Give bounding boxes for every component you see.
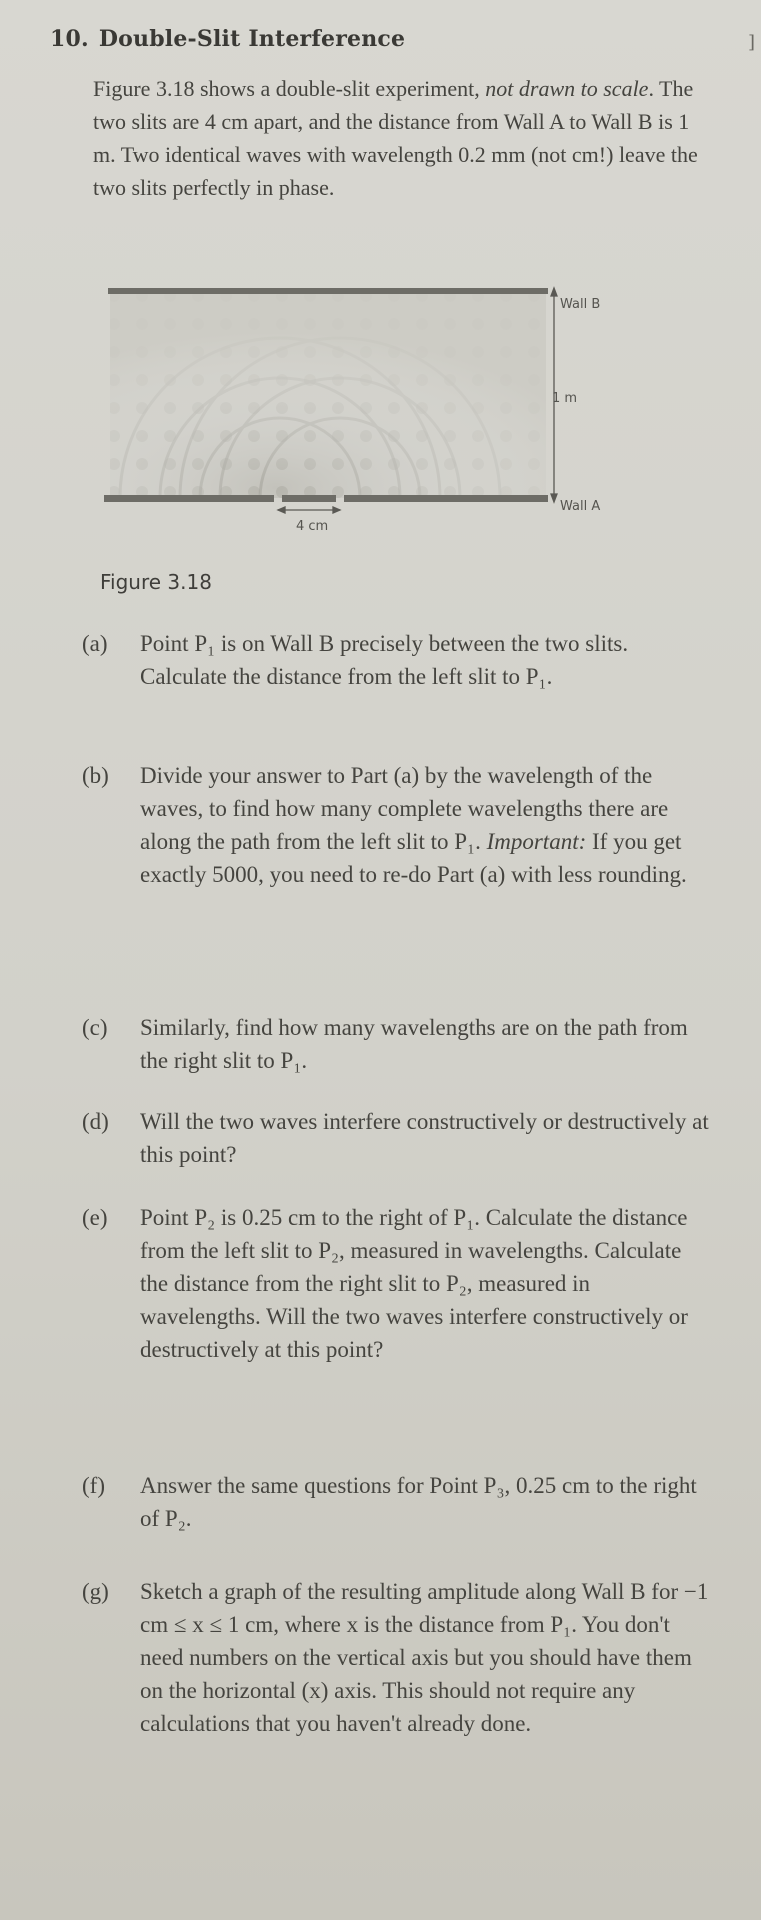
part-label: (b): [82, 763, 109, 788]
part-text: Similarly, find how many wavelengths are on the path from the right slit to P₁.: [140, 1015, 688, 1073]
problem-title: Double-Slit Interference: [98, 26, 406, 52]
problem-heading: [50, 26, 405, 52]
problem-number: 10.: [50, 26, 89, 52]
intro-emphasis: not drawn to scale: [485, 76, 649, 101]
part-label: (f): [82, 1473, 105, 1498]
intro-text-1: Figure 3.18 shows a double-slit experiment,: [93, 76, 486, 101]
part-b-text-2: If you get exactly 5000, you need to re-do Part (a) with less rounding.: [140, 829, 687, 887]
intro-paragraph: [93, 72, 703, 204]
part-text: Will the two waves interfere constructively or destructively at this point?: [140, 1109, 709, 1167]
slit-gap-arrow: [278, 507, 340, 513]
part-text: Point P₁ is on Wall B precisely between the two slits. Calculate the distance from the left slit to P₁.: [140, 631, 629, 689]
wall-a-label: Wall A: [560, 499, 601, 514]
part-label: (c): [82, 1015, 108, 1040]
slit-gap-label: 4 cm: [296, 519, 329, 534]
part-text: Point P₂ is 0.25 cm to the right of P₁. Calculate the distance from the left slit to P₂, measured in wavelengths. Calculate the distance from the right slit to P₂, measured in wavelengths. Will the two waves interfere constructively or destructively at this point?: [140, 1205, 688, 1362]
intro-text-2: . The two slits are 4 cm apart, and the distance from Wall A to Wall B is 1 m. Two identical waves with wavelength 0.2 mm (not cm!) leave the two slits perfectly in phase.: [93, 76, 698, 200]
wall-a-left: [104, 495, 274, 502]
part-label: (a): [82, 631, 108, 656]
figure-caption: Figure 3.18: [100, 570, 212, 594]
wall-a-middle: [282, 495, 336, 502]
part-text: Sketch a graph of the resulting amplitude along Wall B for −1 cm ≤ x ≤ 1 cm, where x is the distance from P₁. You don't need numbers on the vertical axis but you should have them on the horizontal (x) axis. This should not require any calculations that you haven't already done.: [140, 1579, 709, 1736]
wall-a-right: [344, 495, 548, 502]
page-edge-mark: ]: [748, 32, 756, 53]
double-slit-diagram: [100, 282, 660, 542]
part-b-emphasis: Important:: [486, 829, 587, 854]
distance-label: 1 m: [552, 391, 578, 406]
wall-b: [108, 288, 548, 294]
part-b-text-1: Divide your answer to Part (a) by the wavelength of the waves, to find how many complete wavelengths there are along the path from the left slit to P₁.: [140, 763, 669, 854]
part-text: [140, 759, 715, 891]
wall-b-label: Wall B: [560, 297, 601, 312]
figure-3-18: [100, 282, 660, 542]
part-label: (d): [82, 1109, 109, 1134]
part-label: (e): [82, 1205, 108, 1230]
part-text: Answer the same questions for Point P₃, 0.25 cm to the right of P₂.: [140, 1473, 697, 1531]
part-label: (g): [82, 1579, 109, 1604]
